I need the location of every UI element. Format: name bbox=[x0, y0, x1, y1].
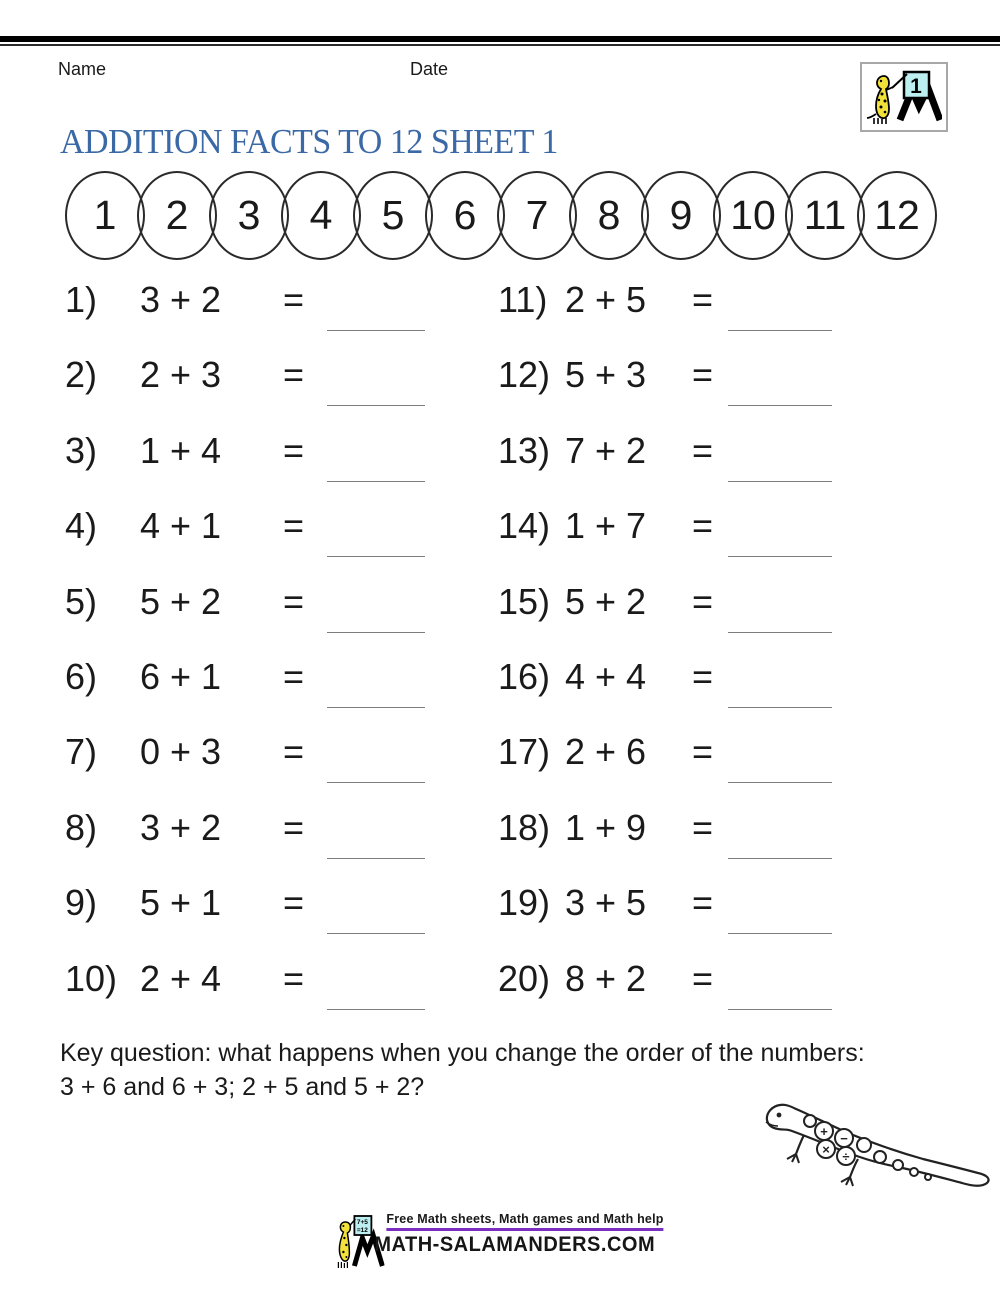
equals-sign: = bbox=[283, 882, 305, 924]
problem-number: 7) bbox=[65, 731, 98, 773]
problem-row bbox=[62, 429, 482, 504]
problem-number: 15) bbox=[498, 580, 551, 622]
problem-expression: 1 + 9 bbox=[565, 806, 647, 848]
answer-line bbox=[728, 632, 832, 633]
salamander-drawing-icon bbox=[758, 1093, 998, 1193]
answer-line bbox=[728, 782, 832, 783]
salamander-illustration bbox=[758, 1093, 998, 1198]
svg-text:+: + bbox=[820, 1124, 828, 1139]
svg-text:×: × bbox=[822, 1142, 830, 1157]
problem-number: 5) bbox=[65, 580, 98, 622]
answer-line bbox=[327, 782, 425, 783]
number-circle: 10 bbox=[713, 171, 793, 260]
problem-number: 19) bbox=[498, 882, 551, 924]
answer-line bbox=[728, 481, 832, 482]
number-circle: 5 bbox=[353, 171, 433, 260]
svg-text:=12: =12 bbox=[356, 1227, 368, 1234]
equals-sign: = bbox=[692, 354, 714, 396]
problem-number: 2) bbox=[65, 354, 98, 396]
problem-row bbox=[62, 504, 482, 579]
svg-text:7+5: 7+5 bbox=[356, 1219, 368, 1226]
problem-expression: 3 + 2 bbox=[140, 279, 222, 320]
footer-logo bbox=[336, 1212, 663, 1270]
problem-number: 11) bbox=[498, 279, 548, 320]
answer-line bbox=[728, 405, 832, 406]
answer-line bbox=[728, 933, 832, 934]
problem-expression: 2 + 5 bbox=[565, 279, 647, 320]
problem-row bbox=[495, 806, 915, 881]
problem-number: 16) bbox=[498, 655, 551, 697]
equals-sign: = bbox=[283, 655, 305, 697]
footer-rule bbox=[386, 1228, 663, 1231]
equals-sign: = bbox=[692, 882, 714, 924]
equals-sign: = bbox=[692, 279, 714, 320]
problem-expression: 7 + 2 bbox=[565, 429, 647, 471]
problem-number: 9) bbox=[65, 882, 98, 924]
problem-row bbox=[62, 278, 482, 353]
answer-line bbox=[327, 858, 425, 859]
name-label: Name bbox=[58, 59, 107, 79]
problem-expression: 4 + 1 bbox=[140, 505, 222, 547]
number-circle: 9 bbox=[641, 171, 721, 260]
equals-sign: = bbox=[283, 354, 305, 396]
problem-row bbox=[62, 353, 482, 428]
problem-number: 8) bbox=[65, 806, 98, 848]
problem-number: 1) bbox=[65, 279, 98, 320]
problem-number: 18) bbox=[498, 806, 551, 848]
problem-row bbox=[495, 580, 915, 655]
answer-line bbox=[728, 1009, 832, 1010]
problem-row bbox=[62, 655, 482, 730]
equals-sign: = bbox=[283, 957, 305, 999]
problem-expression: 5 + 3 bbox=[565, 354, 647, 396]
equals-sign: = bbox=[692, 505, 714, 547]
brand-badge bbox=[860, 62, 948, 132]
problem-column-left bbox=[62, 278, 482, 1032]
key-question-line1: Key question: what happens when you change the order of the numbers: bbox=[60, 1039, 865, 1067]
problem-number: 12) bbox=[498, 354, 551, 396]
answer-line bbox=[327, 632, 425, 633]
answer-line bbox=[728, 556, 832, 557]
problem-row bbox=[495, 504, 915, 579]
number-circle: 11 bbox=[785, 171, 865, 260]
problem-number: 14) bbox=[498, 505, 551, 547]
problem-expression: 3 + 5 bbox=[565, 882, 647, 924]
answer-line bbox=[728, 330, 832, 331]
answer-line bbox=[327, 556, 425, 557]
equals-sign: = bbox=[692, 806, 714, 848]
problem-expression: 2 + 3 bbox=[140, 354, 222, 396]
problem-row bbox=[495, 957, 915, 1032]
number-circle: 6 bbox=[425, 171, 505, 260]
problem-row bbox=[62, 881, 482, 956]
problem-number: 17) bbox=[498, 731, 551, 773]
answer-line bbox=[327, 405, 425, 406]
footer-site-name: MATH-SALAMANDERS.COM bbox=[374, 1233, 656, 1257]
answer-line bbox=[728, 858, 832, 859]
top-rule-thin bbox=[0, 44, 1000, 46]
answer-line bbox=[728, 707, 832, 708]
answer-line bbox=[327, 933, 425, 934]
equals-sign: = bbox=[692, 957, 714, 999]
equals-sign: = bbox=[283, 279, 305, 320]
answer-line bbox=[327, 330, 425, 331]
problem-row bbox=[495, 278, 915, 353]
equals-sign: = bbox=[692, 429, 714, 471]
answer-line bbox=[327, 1009, 425, 1010]
problem-expression: 3 + 2 bbox=[140, 806, 222, 848]
problem-row bbox=[62, 580, 482, 655]
problem-expression: 1 + 7 bbox=[565, 505, 647, 547]
number-track bbox=[65, 171, 937, 260]
problem-row bbox=[62, 730, 482, 805]
problem-row bbox=[495, 353, 915, 428]
salamander-badge-icon bbox=[862, 64, 942, 126]
number-circle: 12 bbox=[857, 171, 937, 260]
problem-number: 10) bbox=[65, 957, 118, 999]
problem-expression: 0 + 3 bbox=[140, 731, 222, 773]
problem-number: 3) bbox=[65, 429, 98, 471]
key-question-line2: 3 + 6 and 6 + 3; 2 + 5 and 5 + 2? bbox=[60, 1073, 425, 1101]
problem-number: 4) bbox=[65, 505, 98, 547]
page-title: ADDITION FACTS TO 12 SHEET 1 bbox=[60, 122, 558, 161]
equals-sign: = bbox=[692, 580, 714, 622]
problem-expression: 5 + 2 bbox=[140, 580, 222, 622]
svg-text:−: − bbox=[840, 1131, 848, 1146]
answer-line bbox=[327, 707, 425, 708]
equals-sign: = bbox=[283, 429, 305, 471]
number-circle: 3 bbox=[209, 171, 289, 260]
equals-sign: = bbox=[692, 731, 714, 773]
equals-sign: = bbox=[692, 655, 714, 697]
svg-text:1: 1 bbox=[910, 75, 922, 98]
number-circle: 1 bbox=[65, 171, 145, 260]
svg-text:÷: ÷ bbox=[842, 1149, 850, 1164]
problem-expression: 1 + 4 bbox=[140, 429, 222, 471]
problem-row bbox=[495, 730, 915, 805]
problem-expression: 2 + 6 bbox=[565, 731, 647, 773]
footer-tagline: Free Math sheets, Math games and Math help bbox=[386, 1212, 664, 1226]
problem-row bbox=[495, 655, 915, 730]
equals-sign: = bbox=[283, 505, 305, 547]
problem-expression: 6 + 1 bbox=[140, 655, 222, 697]
problem-expression: 4 + 4 bbox=[565, 655, 647, 697]
footer-text bbox=[374, 1212, 664, 1257]
answer-line bbox=[327, 481, 425, 482]
problem-row bbox=[62, 806, 482, 881]
problem-row bbox=[62, 957, 482, 1032]
top-rule-thick bbox=[0, 36, 1000, 42]
problem-row bbox=[495, 881, 915, 956]
problem-expression: 5 + 1 bbox=[140, 882, 222, 924]
equals-sign: = bbox=[283, 806, 305, 848]
problem-row bbox=[495, 429, 915, 504]
number-circle: 8 bbox=[569, 171, 649, 260]
number-circle: 2 bbox=[137, 171, 217, 260]
problem-expression: 5 + 2 bbox=[565, 580, 647, 622]
date-label: Date bbox=[410, 59, 449, 79]
problem-expression: 2 + 4 bbox=[140, 957, 222, 999]
problem-column-right bbox=[495, 278, 915, 1032]
number-circle: 7 bbox=[497, 171, 577, 260]
problem-number: 13) bbox=[498, 429, 551, 471]
problem-number: 6) bbox=[65, 655, 98, 697]
equals-sign: = bbox=[283, 580, 305, 622]
number-circle: 4 bbox=[281, 171, 361, 260]
equals-sign: = bbox=[283, 731, 305, 773]
problem-expression: 8 + 2 bbox=[565, 957, 647, 999]
problem-number: 20) bbox=[498, 957, 551, 999]
